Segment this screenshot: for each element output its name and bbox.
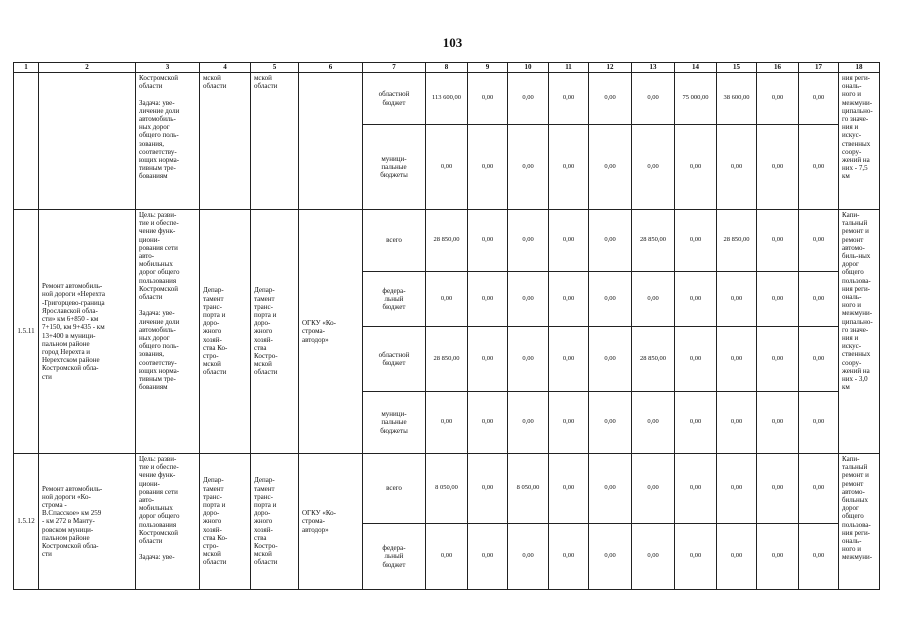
amount-cell: 0,00 <box>508 125 549 210</box>
col-header-9: 9 <box>468 63 508 73</box>
amount-cell: 0,00 <box>589 210 632 272</box>
amount-cell: 0,00 <box>508 327 549 392</box>
col-header-12: 12 <box>589 63 632 73</box>
amount-cell: 0,00 <box>549 272 589 327</box>
amount-cell: 28 850,00 <box>426 210 468 272</box>
amount-cell: 0,00 <box>632 73 675 125</box>
expected-result-cell: Капи- тальный ремонт и ремонт автомо- биль-ных дорог общего пользова- ния реги- ональ- ного и межмуни- ципально- го значе- ния и искус- ственных соору- жений на них - 3,0 км <box>839 210 880 454</box>
amount-cell: 0,00 <box>757 272 799 327</box>
amount-cell: 0,00 <box>799 210 839 272</box>
amount-cell: 0,00 <box>468 73 508 125</box>
item-number-cell: 1.5.11 <box>14 210 39 454</box>
amount-cell: 0,00 <box>632 454 675 524</box>
amount-cell: 0,00 <box>675 210 717 272</box>
amount-cell: 0,00 <box>508 392 549 454</box>
amount-cell: 0,00 <box>508 524 549 590</box>
col-header-5: 5 <box>251 63 299 73</box>
amount-cell: 0,00 <box>757 125 799 210</box>
executor-cell <box>299 73 363 210</box>
col-header-17: 17 <box>799 63 839 73</box>
funding-source-cell: всего <box>363 454 426 524</box>
amount-cell: 0,00 <box>799 327 839 392</box>
amount-cell: 0,00 <box>675 524 717 590</box>
amount-cell: 0,00 <box>799 524 839 590</box>
responsible-dept-cell: мской области <box>200 73 251 210</box>
amount-cell: 0,00 <box>549 454 589 524</box>
item-number-cell <box>14 73 39 210</box>
amount-cell: 0,00 <box>589 454 632 524</box>
amount-cell: 0,00 <box>426 272 468 327</box>
amount-cell: 0,00 <box>508 210 549 272</box>
amount-cell: 0,00 <box>549 73 589 125</box>
col-header-18: 18 <box>839 63 880 73</box>
amount-cell: 0,00 <box>468 210 508 272</box>
item-name-cell: Ремонт автомобиль- ной дороги «Ко- строма - В.Спасское» км 259 - км 272 в Манту- ровском муници- пальном районе Костромской обла- сти <box>39 454 136 590</box>
col-header-6: 6 <box>299 63 363 73</box>
col-header-1: 1 <box>14 63 39 73</box>
amount-cell: 0,00 <box>757 454 799 524</box>
amount-cell: 0,00 <box>632 392 675 454</box>
funding-source-cell: всего <box>363 210 426 272</box>
amount-cell: 0,00 <box>799 272 839 327</box>
amount-cell: 0,00 <box>632 125 675 210</box>
amount-cell: 0,00 <box>508 73 549 125</box>
amount-cell: 0,00 <box>549 392 589 454</box>
amount-cell: 0,00 <box>717 392 757 454</box>
amount-cell: 0,00 <box>799 392 839 454</box>
col-header-14: 14 <box>675 63 717 73</box>
col-header-10: 10 <box>508 63 549 73</box>
amount-cell: 0,00 <box>468 392 508 454</box>
amount-cell: 0,00 <box>675 392 717 454</box>
amount-cell: 28 850,00 <box>717 210 757 272</box>
col-header-3: 3 <box>136 63 200 73</box>
amount-cell: 0,00 <box>468 454 508 524</box>
amount-cell: 0,00 <box>717 327 757 392</box>
goal-task-cell: Цель: разви- тие и обеспе- чение функ- циони- рования сети авто- мобильных дорог общего пользования Костромской области Задача: уве- <box>136 454 200 590</box>
goal-task-cell: Цель: разви- тие и обеспе- чение функ- циони- рования сети авто- мобильных дорог общего пользования Костромской области Задача: уве- личение доли автомобиль- ных дорог общего поль- зования, соответству- ющих норма- тивным тре- бованиям <box>136 210 200 454</box>
amount-cell: 0,00 <box>549 125 589 210</box>
col-header-11: 11 <box>549 63 589 73</box>
amount-cell: 0,00 <box>717 524 757 590</box>
col-header-2: 2 <box>39 63 136 73</box>
executor-cell: ОГКУ «Ко- строма- автодор» <box>299 210 363 454</box>
item-name-cell <box>39 73 136 210</box>
amount-cell: 0,00 <box>468 524 508 590</box>
amount-cell: 0,00 <box>757 392 799 454</box>
funding-source-cell: муници- пальные бюджеты <box>363 392 426 454</box>
amount-cell: 0,00 <box>426 392 468 454</box>
amount-cell: 0,00 <box>549 210 589 272</box>
col-header-13: 13 <box>632 63 675 73</box>
funding-source-cell: федера- льный бюджет <box>363 272 426 327</box>
column-number-row <box>14 63 880 73</box>
amount-cell: 0,00 <box>426 125 468 210</box>
amount-cell: 113 600,00 <box>426 73 468 125</box>
amount-cell: 0,00 <box>468 125 508 210</box>
amount-cell: 0,00 <box>675 327 717 392</box>
amount-cell: 0,00 <box>468 327 508 392</box>
amount-cell: 0,00 <box>468 272 508 327</box>
amount-cell: 0,00 <box>799 73 839 125</box>
table-row <box>14 454 880 524</box>
coexecutor-dept-cell: Депар- тамент транс- порта и доро- жного хозяй- ства Костро- мской области <box>251 210 299 454</box>
amount-cell: 0,00 <box>675 125 717 210</box>
executor-cell: ОГКУ «Ко- строма- автодор» <box>299 454 363 590</box>
item-name-cell: Ремонт автомобиль- ной дороги «Нерехта -Григорцево-граница Ярославской обла- сти» км 6+850 - км 7+150, км 9+435 - км 13+400 в муници- пальном районе город Нерехта и Нерехтском районе Костромской обла- сти <box>39 210 136 454</box>
amount-cell: 0,00 <box>549 327 589 392</box>
amount-cell: 0,00 <box>675 454 717 524</box>
amount-cell: 0,00 <box>757 524 799 590</box>
col-header-7: 7 <box>363 63 426 73</box>
amount-cell: 0,00 <box>717 454 757 524</box>
amount-cell: 0,00 <box>589 524 632 590</box>
amount-cell: 0,00 <box>632 524 675 590</box>
coexecutor-dept-cell: Депар- тамент транс- порта и доро- жного хозяй- ства Костро- мской области <box>251 454 299 590</box>
amount-cell: 0,00 <box>508 272 549 327</box>
amount-cell: 0,00 <box>757 210 799 272</box>
program-table <box>13 62 880 590</box>
table-row <box>14 73 880 125</box>
amount-cell: 28 850,00 <box>426 327 468 392</box>
amount-cell: 0,00 <box>757 73 799 125</box>
amount-cell: 28 850,00 <box>632 210 675 272</box>
amount-cell: 38 600,00 <box>717 73 757 125</box>
amount-cell: 0,00 <box>589 125 632 210</box>
item-number-cell: 1.5.12 <box>14 454 39 590</box>
responsible-dept-cell: Депар- тамент транс- порта и доро- жного хозяй- ства Ко- стро- мской области <box>200 454 251 590</box>
col-header-4: 4 <box>200 63 251 73</box>
amount-cell: 0,00 <box>632 272 675 327</box>
amount-cell: 0,00 <box>757 327 799 392</box>
amount-cell: 0,00 <box>589 392 632 454</box>
col-header-15: 15 <box>717 63 757 73</box>
amount-cell: 8 050,00 <box>508 454 549 524</box>
funding-source-cell: областной бюджет <box>363 73 426 125</box>
funding-source-cell: областной бюджет <box>363 327 426 392</box>
goal-task-cell: Костромской области Задача: уве- личение доли автомобиль- ных дорог общего поль- зования, соответству- ющих норма- тивным тре- бованиям <box>136 73 200 210</box>
funding-source-cell: федера- льный бюджет <box>363 524 426 590</box>
amount-cell: 28 850,00 <box>632 327 675 392</box>
col-header-8: 8 <box>426 63 468 73</box>
amount-cell: 0,00 <box>717 272 757 327</box>
coexecutor-dept-cell: мской области <box>251 73 299 210</box>
page-number: 103 <box>442 35 463 50</box>
amount-cell: 0,00 <box>717 125 757 210</box>
responsible-dept-cell: Депар- тамент транс- порта и доро- жного хозяй- ства Ко- стро- мской области <box>200 210 251 454</box>
expected-result-cell: ния реги- ональ- ного и межмуни- ципально- го значе- ния и искус- ственных соору- жений на них - 7,5 км <box>839 73 880 210</box>
amount-cell: 0,00 <box>589 73 632 125</box>
funding-source-cell: муници- пальные бюджеты <box>363 125 426 210</box>
amount-cell: 8 050,00 <box>426 454 468 524</box>
amount-cell: 0,00 <box>799 125 839 210</box>
amount-cell: 0,00 <box>589 327 632 392</box>
expected-result-cell: Капи- тальный ремонт и ремонт автомо- бильных дорог общего пользова- ния реги- ональ- ного и межмуни- <box>839 454 880 590</box>
amount-cell: 0,00 <box>589 272 632 327</box>
col-header-16: 16 <box>757 63 799 73</box>
amount-cell: 0,00 <box>799 454 839 524</box>
amount-cell: 0,00 <box>675 272 717 327</box>
amount-cell: 0,00 <box>426 524 468 590</box>
table-row <box>14 210 880 272</box>
amount-cell: 75 000,00 <box>675 73 717 125</box>
amount-cell: 0,00 <box>549 524 589 590</box>
